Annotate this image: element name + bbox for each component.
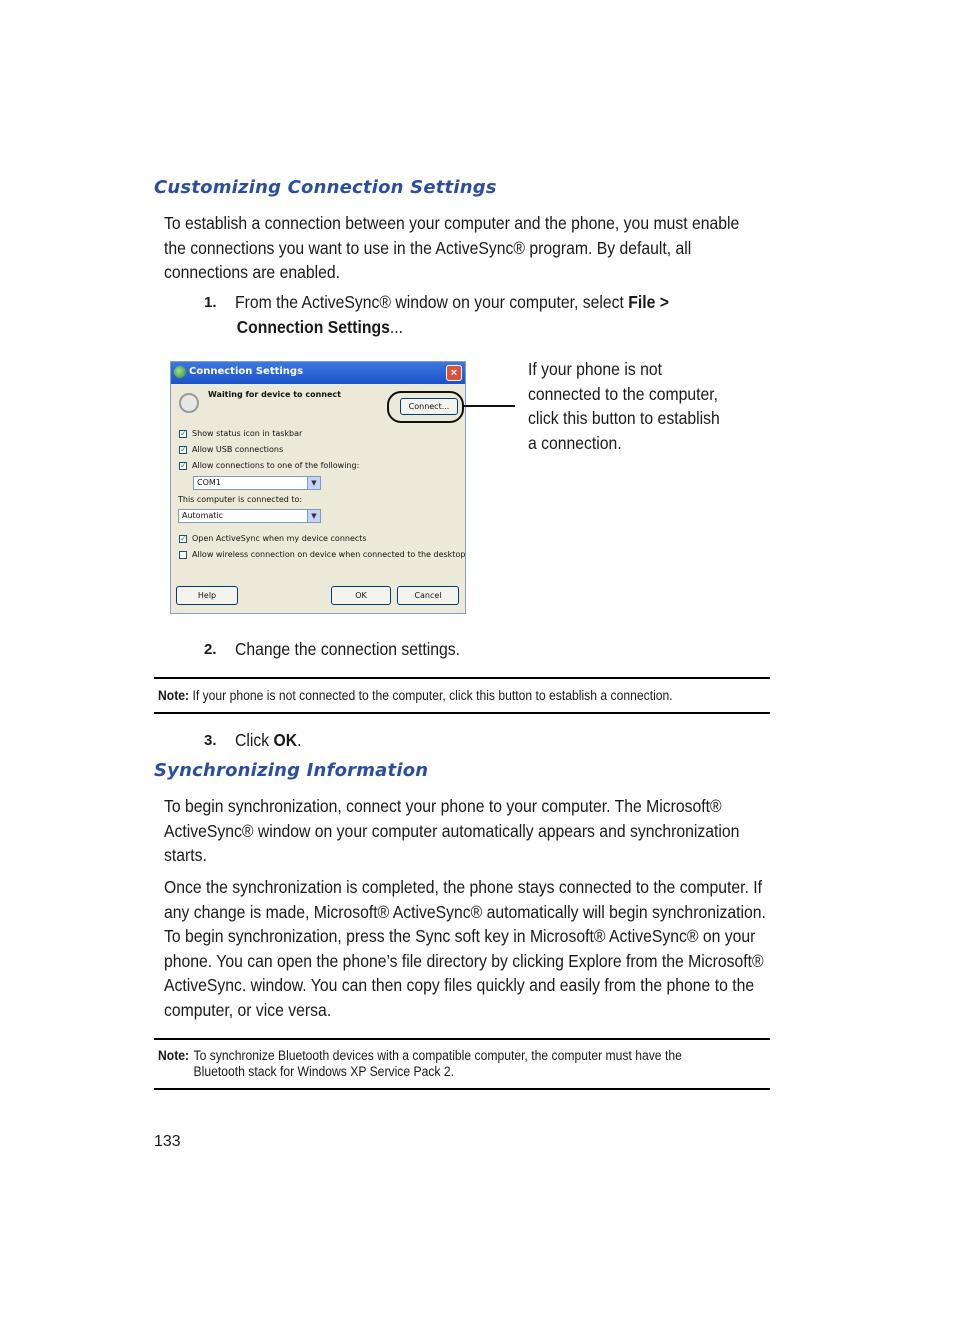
option-show-status-icon: Show status icon in taskbar	[192, 429, 303, 438]
note-2-bottom-rule	[154, 1088, 770, 1090]
note-2-text: To synchronize Bluetooth devices with a compatible computer, the computer must have the Bluetooth stack for Windows XP Service Pack 2.	[193, 1048, 682, 1080]
note-bottom-rule	[154, 712, 770, 714]
sync-status-icon	[179, 393, 199, 413]
dialog-status-text: Waiting for device to connect	[208, 390, 341, 399]
note-text: If your phone is not connected to the computer, click this button to establish a connection.	[192, 688, 673, 703]
page-number: 133	[154, 1133, 181, 1150]
step-1-text-a: From the ActiveSync® window on your computer, select	[235, 292, 629, 312]
intro-paragraph: To establish a connection between your computer and the phone, you must enable the connections you want to use in the ActiveSync® program. By default, all connections are enabled.	[164, 213, 740, 283]
dialog-title-bar	[171, 362, 465, 384]
step-3-text-b: .	[297, 730, 302, 750]
connected-to-select[interactable]	[178, 509, 321, 523]
step-1-text-b: ...	[389, 316, 404, 337]
note-2-label: Note:	[158, 1048, 190, 1063]
checkbox-show-status-icon[interactable]: ✓	[180, 429, 187, 438]
option-allow-usb: Allow USB connections	[192, 445, 284, 454]
sync-paragraph-2: Once the synchronization is completed, the phone stays connected to the computer. If any change is made, Microsoft® ActiveSync® automatically will begin synchronization. To begin synchronization, press the Sync soft key in Microsoft® ActiveSync® on your phone. You can open the phone’s file directory by clicking Explore from the Microsoft® ActiveSync. window. You can then copy files quickly and easily from the phone to the computer, or vice versa.	[164, 877, 766, 1020]
step-1-menu-file: File >	[628, 292, 669, 312]
callout-highlight-ring	[387, 391, 464, 423]
note-top-rule	[154, 677, 770, 679]
chevron-down-icon: ▼	[307, 510, 320, 522]
step-3-text-a: Click	[235, 730, 274, 750]
note-label: Note:	[158, 688, 190, 703]
option-open-activesync: Open ActiveSync when my device connects	[192, 534, 367, 543]
step-1-menu-connection-settings: Connection Settings	[236, 316, 390, 337]
step-1-text	[235, 290, 703, 339]
cancel-button[interactable]: Cancel	[397, 586, 459, 605]
note-connection	[158, 688, 770, 704]
ok-button[interactable]: OK	[331, 586, 391, 605]
port-select[interactable]	[193, 476, 321, 490]
option-allow-wireless: Allow wireless connection on device when connected to the desktop	[192, 550, 466, 559]
callout-leader-line	[464, 405, 515, 407]
step-3-ok: OK	[273, 730, 298, 750]
sync-paragraph-1: To begin synchronization, connect your phone to your computer. The Microsoft® ActiveSync® window on your computer automatically appears and synchronization starts.	[164, 796, 740, 866]
step-3-text	[235, 728, 415, 753]
section-heading-customizing: Customizing Connection Settings	[154, 177, 497, 198]
note-bluetooth	[158, 1048, 770, 1081]
dialog-title: Connection Settings	[189, 366, 304, 377]
step-2-text: Change the connection settings.	[235, 639, 461, 659]
checkbox-allow-wireless[interactable]	[179, 551, 187, 559]
chevron-down-icon: ▼	[307, 477, 320, 489]
checkbox-allow-usb[interactable]: ✓	[180, 445, 187, 454]
checkbox-allow-connections[interactable]: ✓	[180, 461, 187, 470]
option-allow-connections: Allow connections to one of the following:	[192, 461, 360, 470]
step-2-number: 2.	[204, 641, 217, 658]
help-button[interactable]: Help	[176, 586, 238, 605]
note-2-top-rule	[154, 1038, 770, 1040]
callout-text: If your phone is not connected to the computer, click this button to establish a connection.	[528, 359, 720, 453]
step-3-number: 3.	[204, 732, 217, 749]
section-heading-synchronizing: Synchronizing Information	[154, 760, 429, 781]
step-1-number: 1.	[204, 294, 217, 311]
connected-to-label: This computer is connected to:	[178, 495, 303, 504]
activesync-icon	[174, 366, 186, 378]
connect-button[interactable]: Connect...	[400, 398, 458, 415]
port-select-value: COM1	[197, 478, 221, 487]
close-icon[interactable]: ×	[446, 365, 462, 381]
checkbox-open-activesync[interactable]: ✓	[180, 534, 187, 543]
connected-to-select-value: Automatic	[182, 511, 224, 520]
